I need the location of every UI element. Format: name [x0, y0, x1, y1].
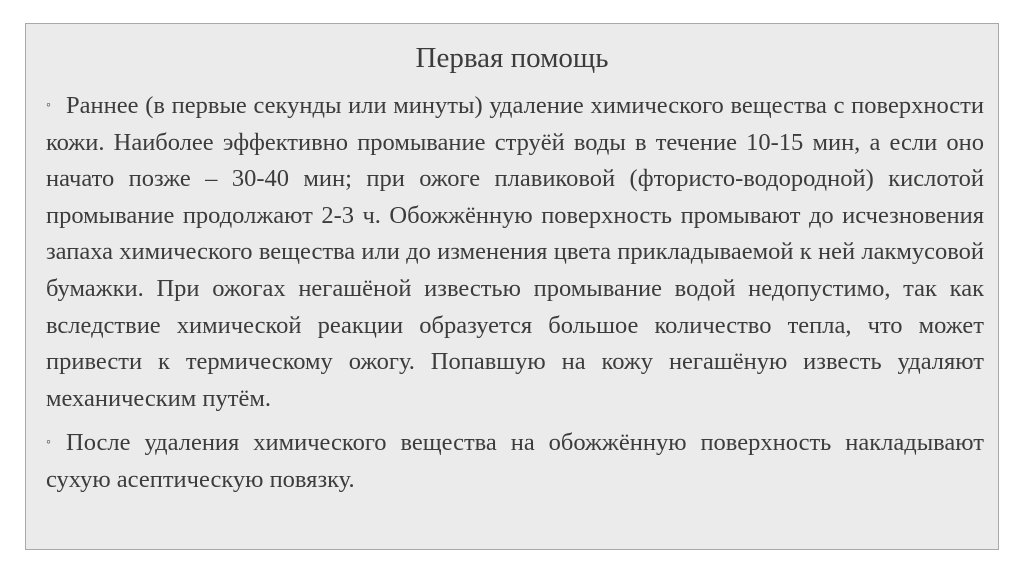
slide-title: Первая помощь: [415, 42, 609, 74]
bullet-circle-icon: ◦: [46, 98, 51, 113]
bullet-paragraph-2: [46, 425, 984, 498]
slide-body: [46, 88, 984, 499]
paragraph-text: После удаления химического вещества на обожжённую поверхность накладывают сухую асептическую повязку.: [46, 429, 984, 493]
paragraph-text: Раннее (в первые секунды или минуты) удаление химического вещества с поверхности кожи. Наиболее эффективно промывание струёй воды в течение 10-15 мин, а если оно начато позже – 30-40 мин; при ожоге плавиковой (фтористо-водородной) кислотой промывание продолжают 2-3 ч. Обожжённую поверхность промывают до исчезновения запаха химического вещества или до изменения цвета прикладываемой к ней лакмусовой бумажки. При ожогах негашёной известью промывание водой недопустимо, так как вследствие химической реакции образуется большое количество тепла, что может привести к термическому ожогу. Попавшую на кожу негашёную известь удаляют механическим путём.: [46, 92, 984, 412]
bullet-paragraph-1: [46, 88, 984, 417]
bullet-circle-icon: ◦: [46, 435, 51, 451]
